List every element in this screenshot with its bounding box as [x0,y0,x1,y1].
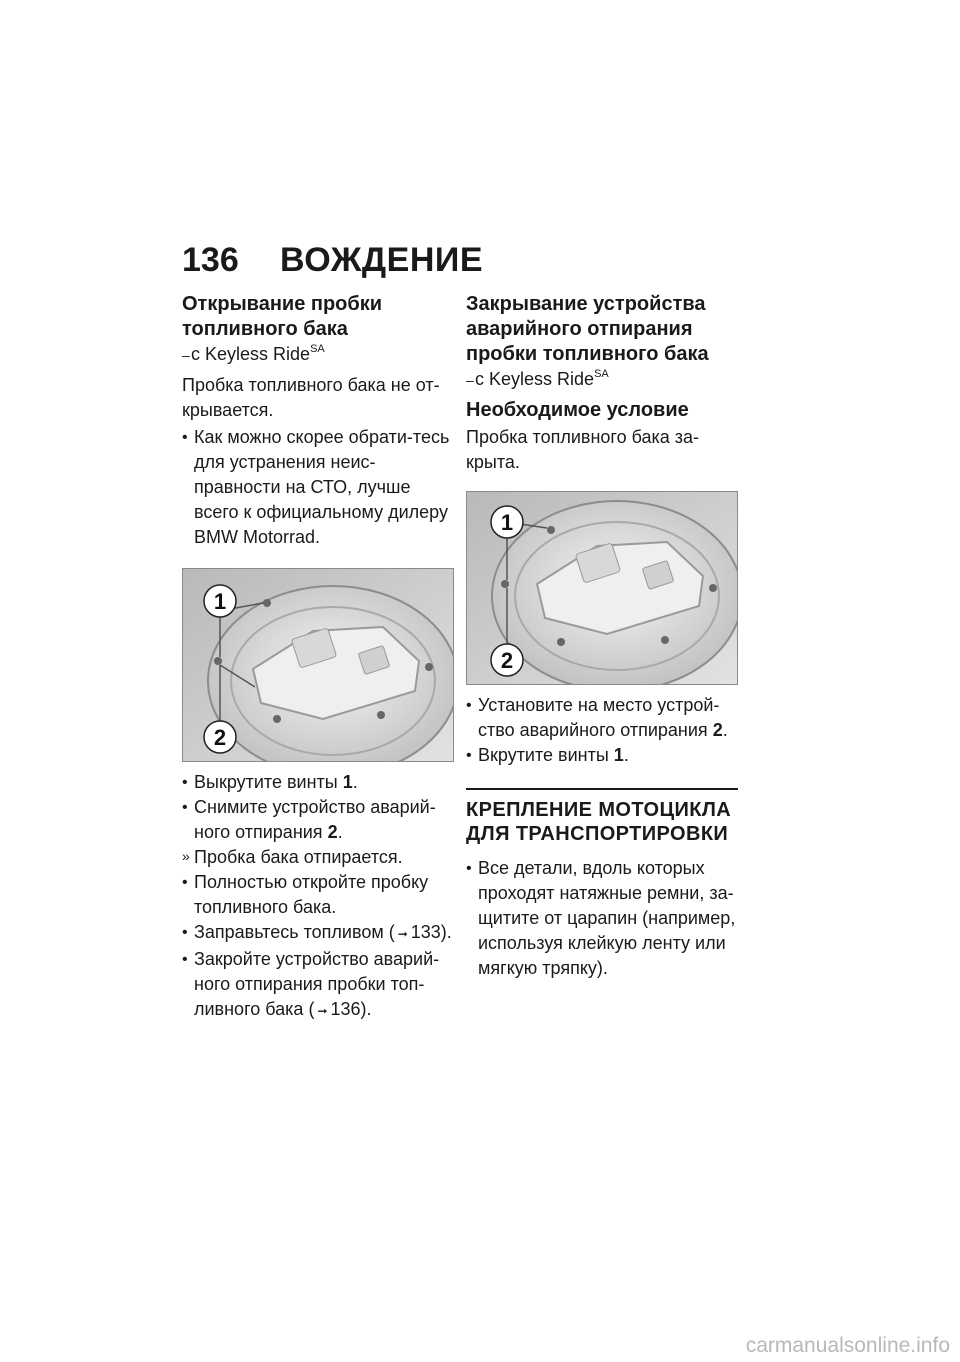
left-column [182,292,454,1024]
step-reference-number: 2 [327,822,338,842]
page-reference-link[interactable]: 136 [330,999,361,1019]
section-divider [466,788,738,790]
step-text: Выкрутите винты [194,772,343,792]
tip-list [182,425,454,550]
fuel-cap-illustration [467,492,737,684]
step-reference-number: 2 [712,720,723,740]
callout-1-label: 1 [500,510,514,535]
callout-1-label: 1 [213,589,227,614]
step-text: Закройте устройство аварий-ного отпирания пробки топ-ливного бака ( [194,949,440,1019]
step-item [182,795,454,845]
variant-note [182,342,454,367]
step-item [466,856,738,981]
step-tail: . [722,720,728,740]
variant-text: с Keyless Ride [475,369,595,389]
step-text: Все детали, вдоль которых проходят натяжные ремни, за-щитите от царапин (например, используя клейкую ленту или мягкую тряпку). [478,858,736,978]
section-heading-close-emergency-release: Закрывание устройства аварийного отпирания пробки топливного бака [466,293,709,365]
page-reference-link[interactable]: 133 [410,922,441,942]
step-tail: . [352,772,358,792]
step-item [182,870,454,920]
step-tail: . [337,822,343,842]
section-heading-open-fuel-cap: Открывание пробки топливного бака [182,293,383,340]
right-column [466,292,738,981]
page-number: 136 [182,241,239,279]
fuel-cap-figure [182,568,454,762]
condition-text: Пробка топливного бака за-крыта. [466,427,700,472]
step-tail: ). [360,999,372,1019]
intro-text: Пробка топливного бака не от-крывается. [182,375,440,420]
fuel-cap-figure [466,491,738,685]
variant-text: с Keyless Ride [191,344,311,364]
variant-code: SA [594,368,609,380]
arrow-right-icon: ➞ [397,927,408,941]
step-reference-number: 1 [342,772,353,792]
callout-2-label: 2 [500,648,514,673]
section-title-transport: КРЕПЛЕНИЕ МОТОЦИКЛА ДЛЯ ТРАНСПОРТИРОВКИ [466,799,732,845]
step-text: Полностью откройте пробку топливного бака. [194,872,429,917]
step-item [466,743,738,768]
step-text: Установите на место устрой-ство аварийного отпирания [478,695,720,740]
step-item [182,770,454,795]
step-tail: . [623,745,629,765]
left-steps-list [182,770,454,1024]
step-reference-number: 1 [613,745,624,765]
tip-item: • Как можно скорее обрати-тесь для устранения неис-правности на СТО, лучше всего к официальному дилеру BMW Motorrad. [182,425,454,550]
fuel-cap-illustration [183,569,453,761]
condition-heading: Необходимое условие [466,399,689,421]
step-text: Заправьтесь топливом ( [194,922,395,942]
step-text: Пробка бака отпирается. [194,847,403,867]
step-item [182,920,454,947]
chapter-title: ВОЖДЕНИЕ [280,241,484,279]
variant-code: SA [310,343,325,355]
variant-note [466,367,738,392]
arrow-right-icon: ➞ [317,1004,328,1018]
step-text: Снимите устройство аварий-ного отпирания [194,797,436,842]
transport-steps-list [466,856,738,981]
step-item [466,693,738,743]
dash-marker: – [182,347,190,363]
step-tail: ). [440,922,452,942]
result-item [182,845,454,870]
step-item [182,947,454,1024]
right-steps-list [466,693,738,768]
step-text: Вкрутите винты [478,745,614,765]
watermark: carmanualsonline.info [745,1334,950,1357]
callout-2-label: 2 [213,725,227,750]
dash-marker: – [466,372,474,388]
